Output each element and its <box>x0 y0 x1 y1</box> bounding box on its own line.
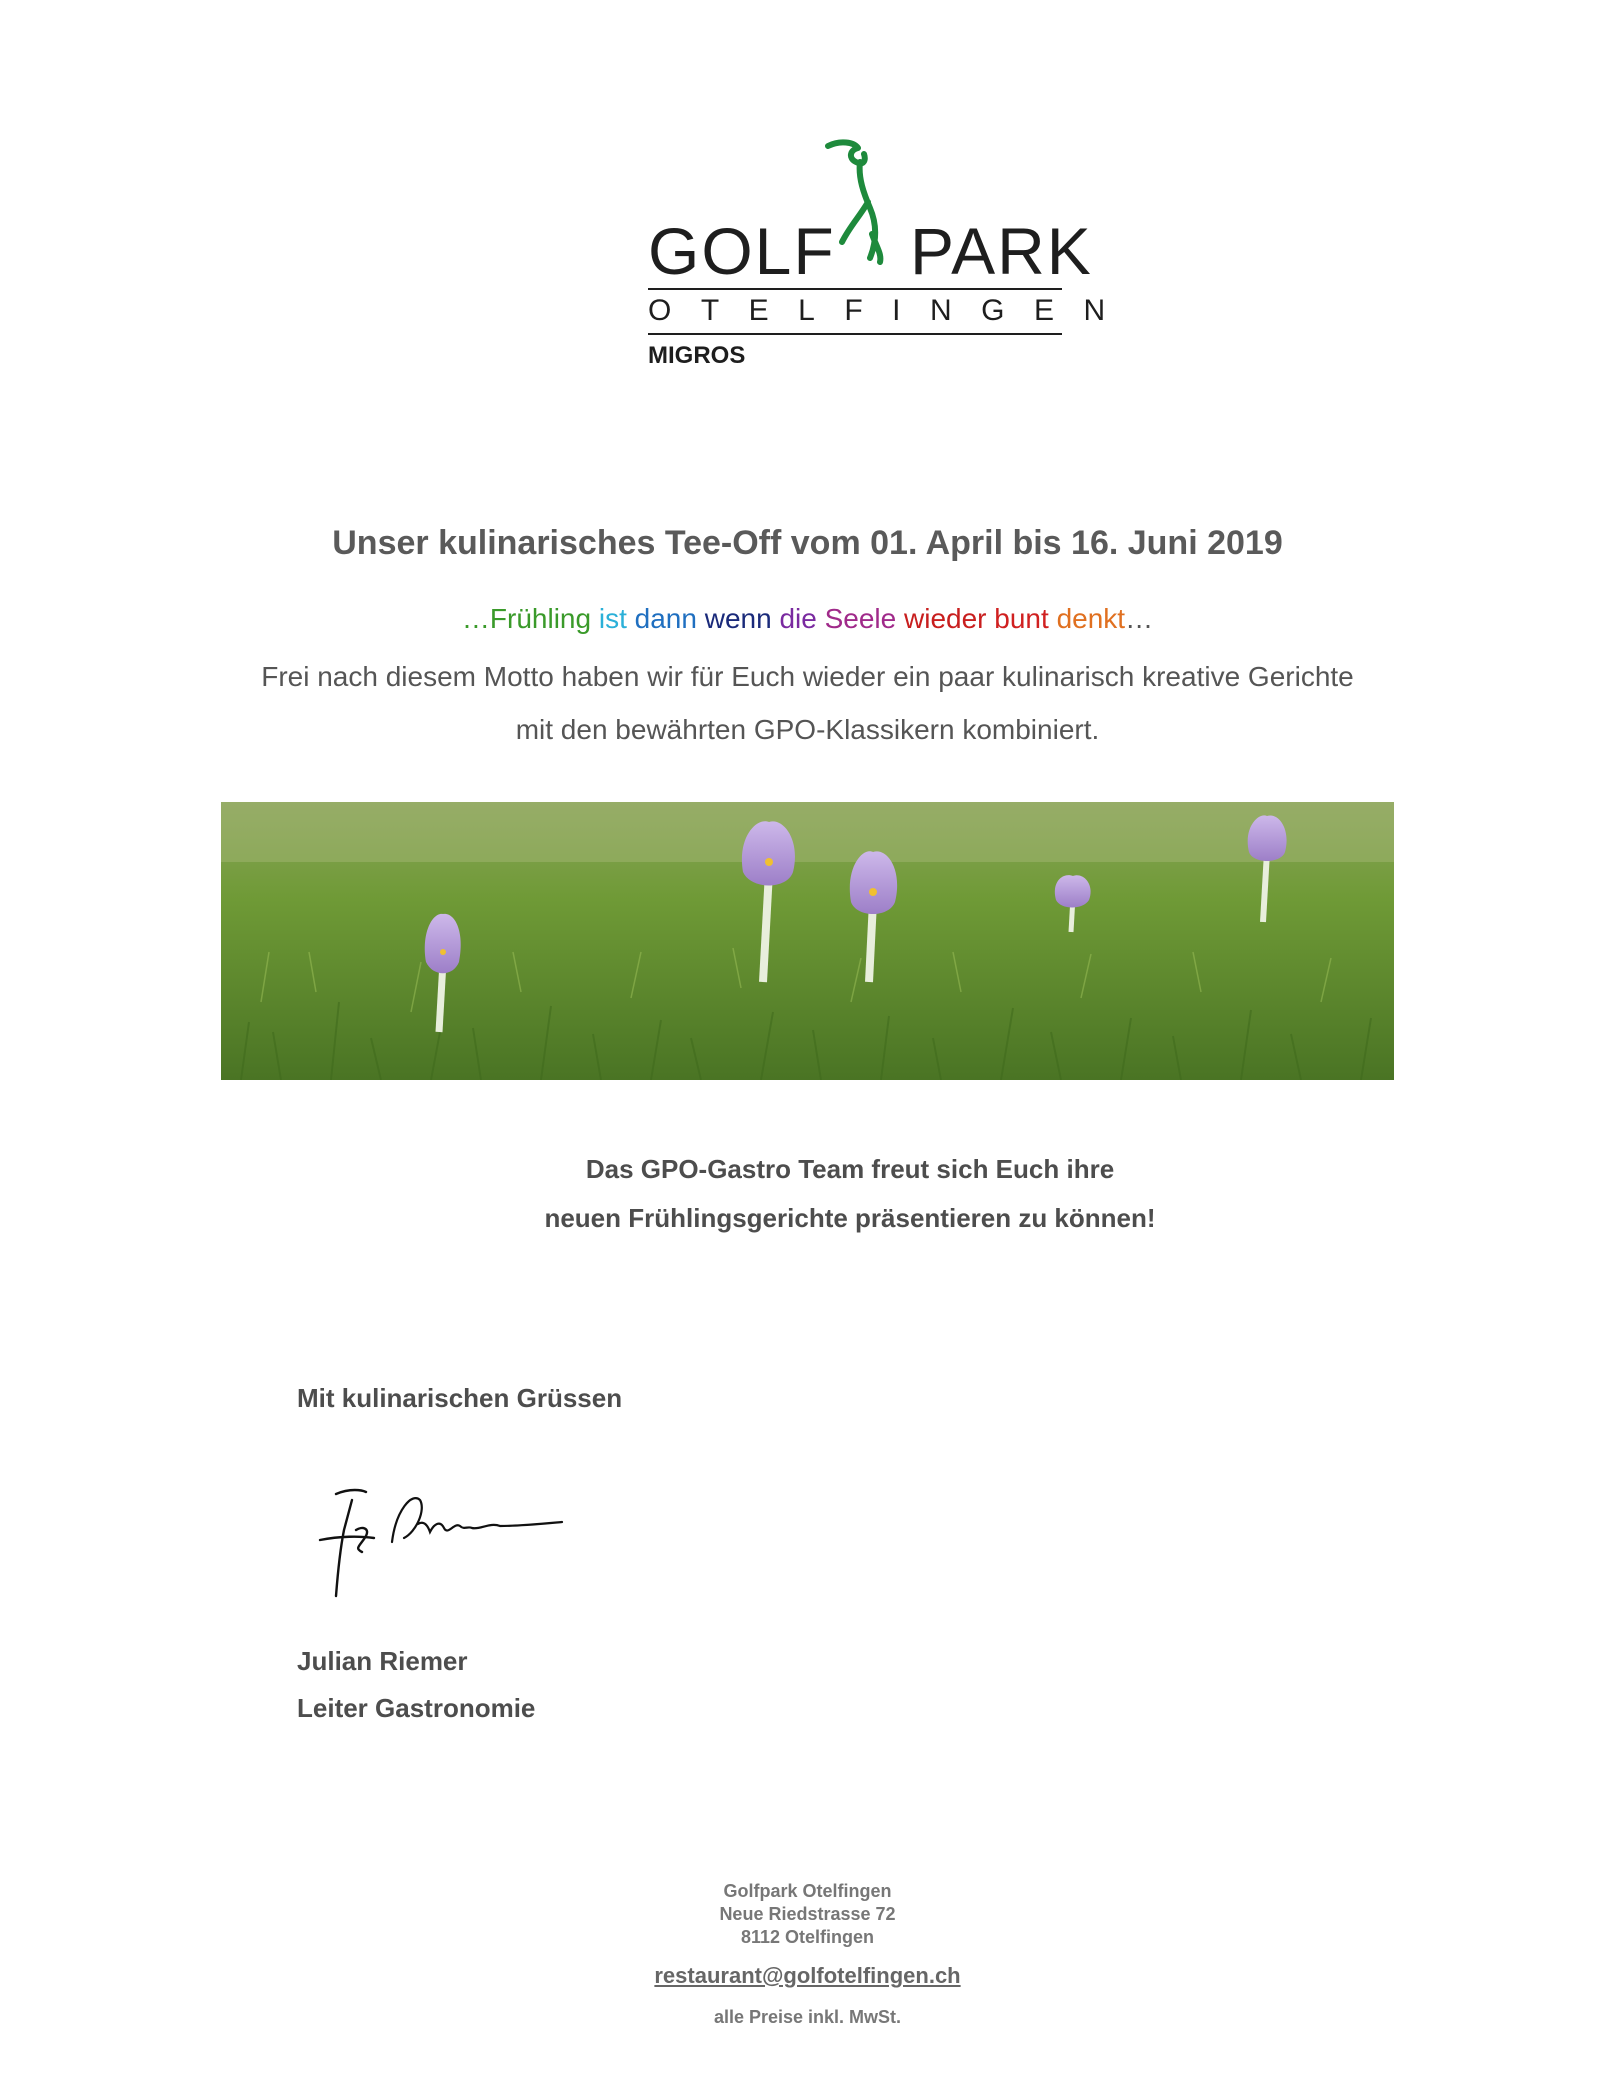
golfpark-logo <box>640 138 1135 378</box>
motto-word: wieder <box>904 603 987 634</box>
motto-word: denkt <box>1056 603 1126 634</box>
motto-word: … <box>1125 603 1154 634</box>
handwritten-signature <box>300 1470 570 1610</box>
prices-note: alle Preise inkl. MwSt. <box>713 2007 902 2027</box>
logo-word-golf: GOLF <box>648 214 836 288</box>
motto-word: Seele <box>824 603 897 634</box>
motto <box>0 603 1615 635</box>
team-line: neuen Frühlingsgerichte präsentieren zu können! <box>544 1203 1156 1233</box>
team-message <box>0 1145 1615 1243</box>
footer-street: Neue Riedstrasse 72 <box>719 1904 896 1924</box>
footer <box>0 1880 1615 2028</box>
footer-city: 8112 Otelfingen <box>740 1927 875 1947</box>
signer-name: Julian Riemer <box>297 1646 468 1676</box>
intro-line: Frei nach diesem Motto haben wir für Euch wieder ein paar kulinarisch kreative Gerichte <box>261 661 1354 692</box>
footer-name: Golfpark Otelfingen <box>723 1881 892 1901</box>
motto-word: …Frühling <box>461 603 592 634</box>
motto-word: die <box>779 603 817 634</box>
intro-text <box>0 650 1615 756</box>
logo-rule-top <box>648 288 1062 290</box>
closing-greeting: Mit kulinarischen Grüssen <box>297 1383 623 1413</box>
golfer-swing-icon <box>820 138 900 268</box>
signer-role: Leiter Gastronomie <box>297 1693 536 1723</box>
page-title: Unser kulinarisches Tee-Off vom 01. April bis 16. Juni 2019 <box>332 524 1283 562</box>
email-link[interactable]: restaurant@golfotelfingen.ch <box>654 1963 961 1988</box>
intro-line: mit den bewährten GPO-Klassikern kombiniert. <box>515 714 1100 745</box>
motto-word: bunt <box>994 603 1049 634</box>
motto-word: dann <box>634 603 697 634</box>
team-line: Das GPO-Gastro Team freut sich Euch ihre <box>585 1154 1115 1184</box>
logo-word-park: PARK <box>910 214 1093 288</box>
logo-subtitle: OTELFINGEN <box>648 294 1135 327</box>
signer-block <box>297 1638 535 1732</box>
logo-brand: MIGROS <box>648 342 746 369</box>
motto-word: wenn <box>704 603 772 634</box>
crocus-meadow-photo <box>221 802 1394 1080</box>
motto-word: ist <box>598 603 627 634</box>
logo-rule-bottom <box>648 333 1062 335</box>
